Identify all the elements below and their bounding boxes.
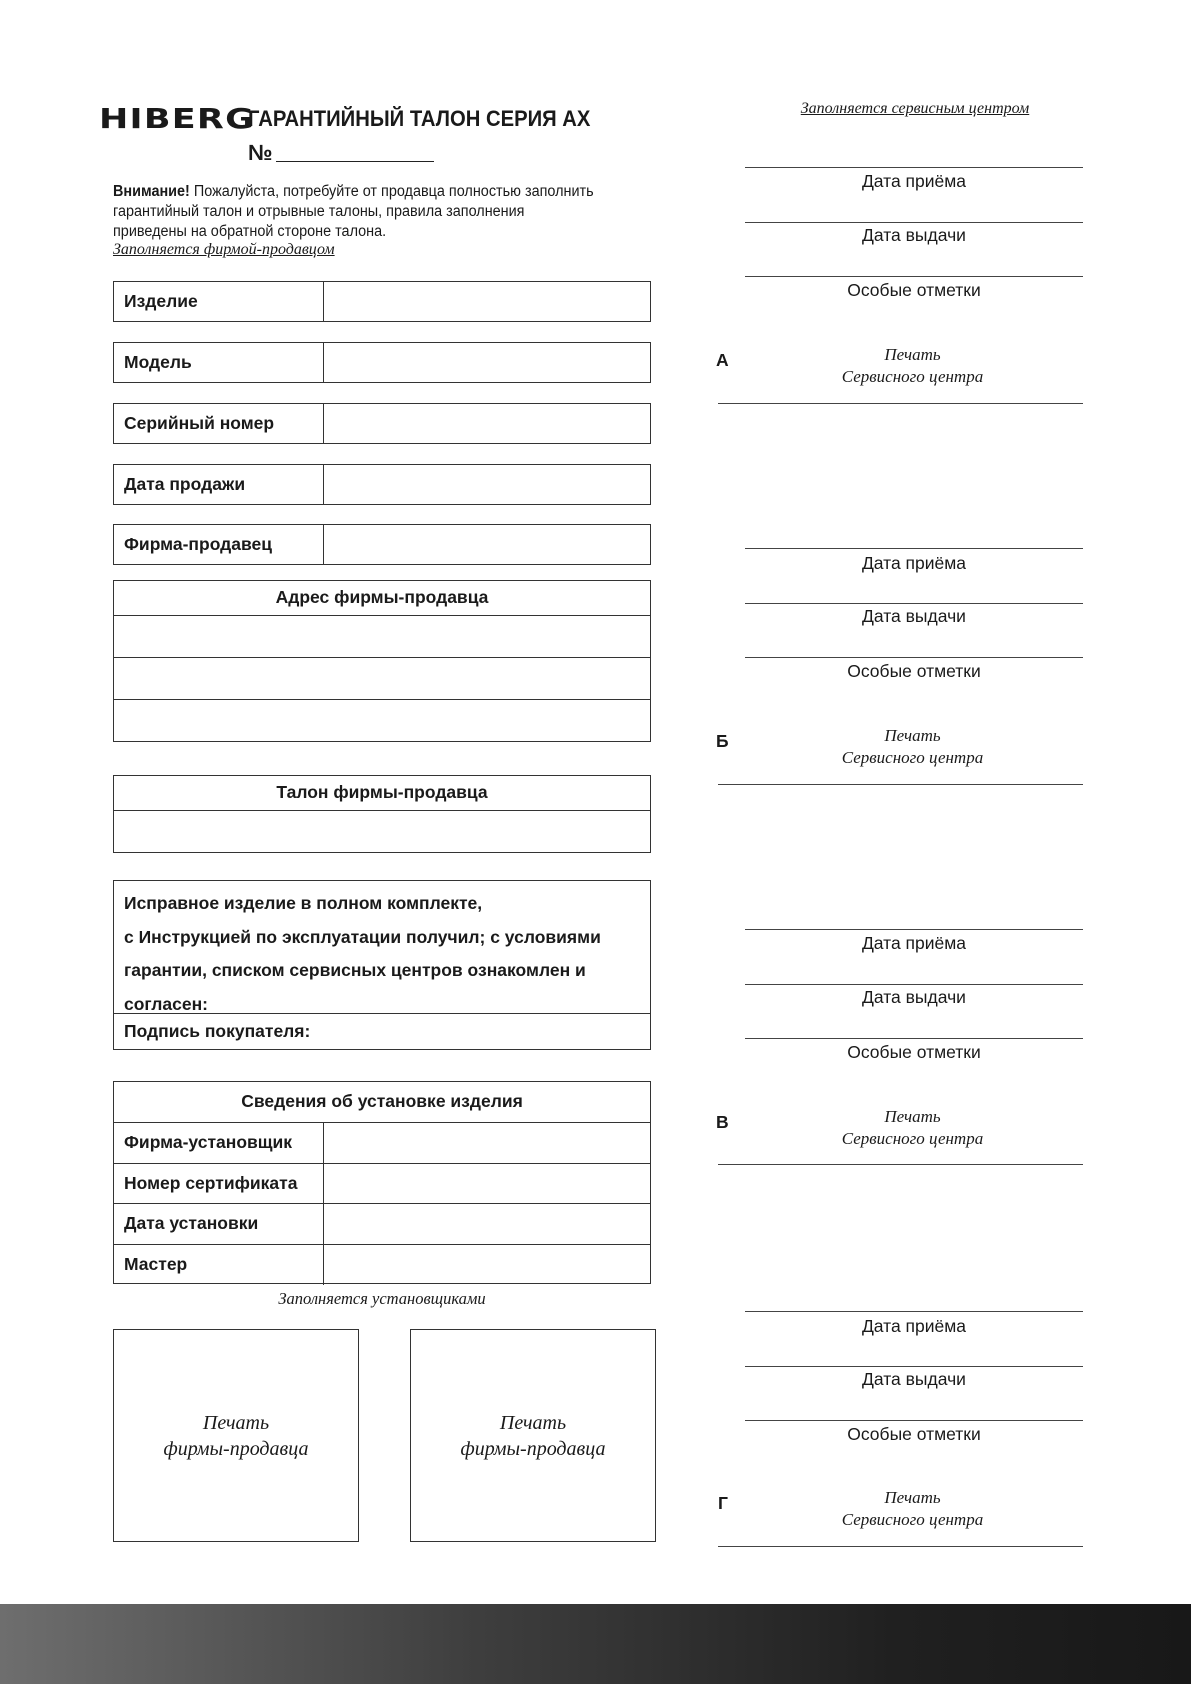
coupon-letter: В bbox=[716, 1112, 729, 1132]
installers-note: Заполняется установщиками bbox=[278, 1289, 486, 1308]
field-sale-date bbox=[113, 464, 651, 505]
notice-text: Пожалуйста, потребуйте от продавца полностью заполнить гарантийный талон и отрывные талоны, правила заполнения приведены на обратной стороне талона. bbox=[113, 183, 594, 240]
installation-header: Сведения об установке изделия bbox=[114, 1082, 650, 1123]
coupon-number-line bbox=[276, 161, 434, 162]
coupon-a-date-issued: Дата выдачи bbox=[862, 225, 966, 245]
stamp-label: Печать bbox=[884, 1488, 941, 1507]
seller-stamp-box bbox=[113, 1329, 359, 1542]
field-value[interactable] bbox=[324, 404, 650, 443]
field-label: Серийный номер bbox=[114, 404, 324, 443]
acknowledgement-line: гарантии, списком сервисных центров ознакомлен и bbox=[124, 960, 586, 980]
coupon-g-line bbox=[745, 1420, 1083, 1421]
field-model bbox=[113, 342, 651, 383]
coupon-v-line bbox=[745, 929, 1083, 930]
acknowledgement-text bbox=[114, 881, 650, 1014]
coupon-g-stamp bbox=[780, 1487, 1045, 1531]
field-value[interactable] bbox=[324, 282, 650, 321]
installation-row bbox=[114, 1164, 650, 1205]
coupon-a-stamp bbox=[780, 344, 1045, 388]
coupon-a-line bbox=[745, 167, 1083, 168]
installation-row bbox=[114, 1204, 650, 1245]
brand-logo: HIBERG bbox=[99, 102, 256, 135]
coupon-b-line bbox=[745, 603, 1083, 604]
acknowledgement-line: Исправное изделие в полном комплекте, bbox=[124, 893, 483, 913]
field-label: Изделие bbox=[114, 282, 324, 321]
field-label: Модель bbox=[114, 343, 324, 382]
coupon-b-date-issued: Дата выдачи bbox=[862, 606, 966, 626]
installation-label: Дата установки bbox=[114, 1204, 324, 1244]
coupon-number-label: № bbox=[248, 140, 273, 165]
buyer-signature-label: Подпись покупателя: bbox=[124, 1021, 311, 1041]
seller-coupon-table bbox=[113, 775, 651, 853]
coupon-v-stamp bbox=[780, 1106, 1045, 1150]
coupon-b-stamp bbox=[780, 725, 1045, 769]
coupon-v-date-issued: Дата выдачи bbox=[862, 987, 966, 1007]
coupon-b-special-notes: Особые отметки bbox=[847, 661, 981, 681]
coupon-a-bottom-line bbox=[718, 403, 1083, 404]
field-product bbox=[113, 281, 651, 322]
buyer-acknowledgement bbox=[113, 880, 651, 1050]
coupon-v-bottom-line bbox=[718, 1164, 1083, 1165]
coupon-a-line bbox=[745, 276, 1083, 277]
stamp-label: Печать bbox=[499, 1411, 567, 1434]
seller-address-row[interactable] bbox=[114, 616, 650, 658]
coupon-g-special-notes: Особые отметки bbox=[847, 1424, 981, 1444]
stamp-label: фирмы-продавца bbox=[460, 1437, 606, 1460]
installation-table bbox=[113, 1081, 651, 1284]
installation-value[interactable] bbox=[324, 1123, 650, 1163]
installation-label: Мастер bbox=[114, 1245, 324, 1286]
coupon-b-date-received: Дата приёма bbox=[861, 553, 967, 573]
stamp-label: Печать bbox=[884, 345, 941, 364]
coupon-g-bottom-line bbox=[718, 1546, 1083, 1547]
coupon-v-special-notes: Особые отметки bbox=[847, 1042, 981, 1062]
coupon-b-line bbox=[745, 657, 1083, 658]
seller-address-table bbox=[113, 580, 651, 742]
stamp-label: фирмы-продавца bbox=[163, 1437, 309, 1460]
stamp-label: Печать bbox=[884, 1107, 941, 1126]
notice-attention: Внимание! bbox=[113, 183, 190, 200]
coupon-a-date-received: Дата приёма bbox=[861, 171, 967, 191]
coupon-letter: Б bbox=[716, 731, 729, 751]
field-label: Дата продажи bbox=[114, 465, 324, 504]
coupon-letter: А bbox=[716, 350, 729, 370]
installation-row bbox=[114, 1245, 650, 1286]
coupon-g-line bbox=[745, 1366, 1083, 1367]
coupon-g-line bbox=[745, 1311, 1083, 1312]
stamp-label: Печать bbox=[202, 1411, 270, 1434]
coupon-b-bottom-line bbox=[718, 784, 1083, 785]
seller-coupon-row[interactable] bbox=[114, 811, 650, 851]
installation-label: Номер сертификата bbox=[114, 1164, 324, 1204]
coupon-b-line bbox=[745, 548, 1083, 549]
seller-fill-note: Заполняется фирмой-продавцом bbox=[113, 241, 335, 258]
coupon-v-line bbox=[745, 1038, 1083, 1039]
coupon-v-date-received: Дата приёма bbox=[861, 933, 967, 953]
field-seller-company bbox=[113, 524, 651, 565]
seller-address-header: Адрес фирмы-продавца bbox=[114, 581, 650, 616]
stamp-label: Печать bbox=[884, 726, 941, 745]
acknowledgement-line: согласен: bbox=[124, 993, 208, 1014]
service-center-note: Заполняется сервисным центром bbox=[800, 100, 1030, 117]
installation-value[interactable] bbox=[324, 1204, 650, 1244]
notice bbox=[113, 182, 597, 242]
coupon-v-line bbox=[745, 984, 1083, 985]
page-title: ГАРАНТИЙНЫЙ ТАЛОН СЕРИЯ АХ bbox=[248, 106, 591, 131]
installation-label: Фирма-установщик bbox=[114, 1123, 324, 1163]
acknowledgement-line: с Инструкцией по эксплуатации получил; с условиями bbox=[124, 926, 601, 947]
seller-stamp-box bbox=[410, 1329, 656, 1542]
installation-value[interactable] bbox=[324, 1164, 650, 1204]
field-value[interactable] bbox=[324, 525, 650, 564]
coupon-a-line bbox=[745, 222, 1083, 223]
field-serial-number bbox=[113, 403, 651, 444]
coupon-letter: Г bbox=[718, 1493, 728, 1513]
field-value[interactable] bbox=[324, 343, 650, 382]
stamp-label: Сервисного центра bbox=[841, 367, 984, 386]
installation-value[interactable] bbox=[324, 1245, 650, 1286]
seller-address-row[interactable] bbox=[114, 700, 650, 740]
coupon-g-date-issued: Дата выдачи bbox=[862, 1369, 966, 1389]
coupon-a-special-notes: Особые отметки bbox=[847, 280, 981, 300]
seller-address-row[interactable] bbox=[114, 658, 650, 700]
stamp-label: Сервисного центра bbox=[841, 748, 984, 767]
coupon-g-date-received: Дата приёма bbox=[861, 1316, 967, 1336]
footer-band bbox=[0, 1604, 1191, 1684]
stamp-label: Сервисного центра bbox=[841, 1129, 984, 1148]
stamp-label: Сервисного центра bbox=[841, 1510, 984, 1529]
seller-coupon-header: Талон фирмы-продавца bbox=[114, 776, 650, 811]
installation-row bbox=[114, 1123, 650, 1164]
field-value[interactable] bbox=[324, 465, 650, 504]
field-label: Фирма-продавец bbox=[114, 525, 324, 564]
